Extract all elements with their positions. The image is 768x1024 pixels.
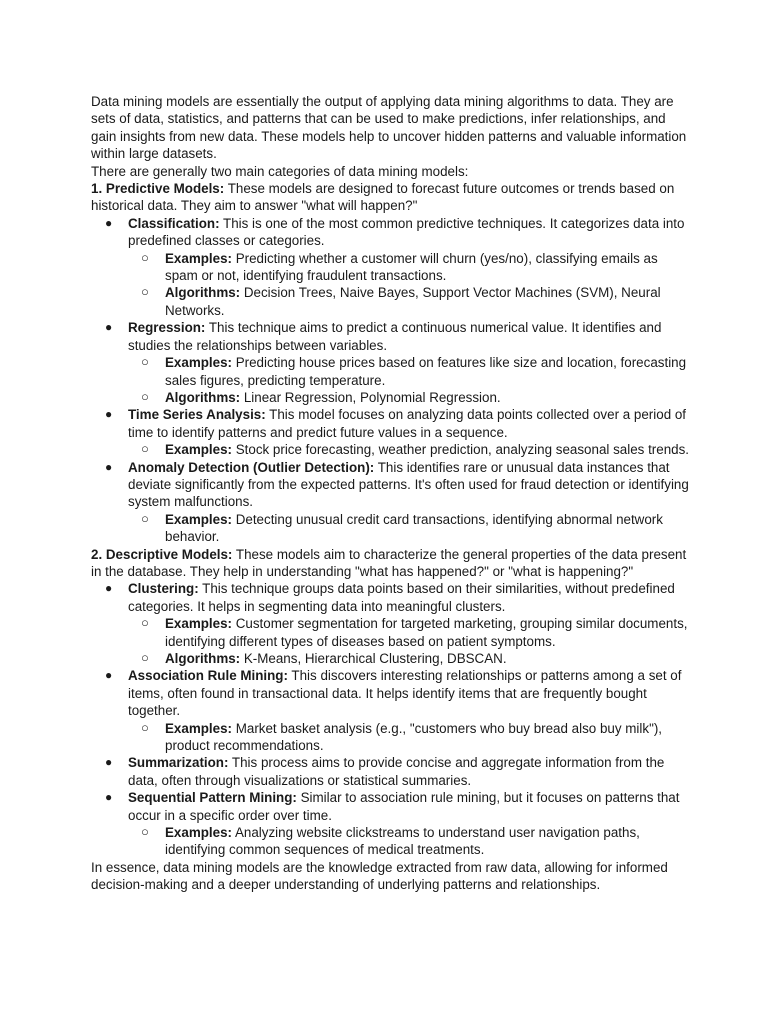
algorithms-label: Algorithms: [165,389,241,405]
bullet-icon: ● [105,790,113,805]
examples-label: Examples: [165,720,232,736]
predictive-models-heading [91,180,691,215]
description: This identifies rare or unusual data instances that deviate significantly from the expected patterns. It's often used for fraud detection or identifying system malfunctions. [128,459,689,510]
description: This is one of the most common predictive techniques. It categorizes data into predefined classes or categories. [128,215,685,249]
description: This model focuses on analyzing data points collected over a period of time to identify patterns and predict future values in a sequence. [128,407,687,440]
term: Sequential Pattern Mining: [128,790,297,806]
examples-label: Examples: [165,825,232,841]
examples-text: Predicting house prices based on features like size and location, forecasting sales figures, predicting temperature. [165,355,687,388]
description: This technique aims to predict a continuous numerical value. It identifies and studies the relationships between variables. [128,320,662,353]
bullet-icon: ● [105,215,113,230]
description: This technique groups data points based on their similarities, without predefined categories. It helps in segmenting data into meaningful clusters. [128,581,675,614]
list-item-summarization [91,754,691,789]
circle-bullet-icon: ○ [141,719,149,735]
list-item-sequential-pattern-mining [91,789,691,824]
term: Clustering: [128,581,199,597]
circle-bullet-icon: ○ [141,388,149,404]
examples-label: Examples: [165,442,232,458]
sub-item-examples [91,615,691,650]
section-title: 1. Predictive Models: [91,181,225,197]
circle-bullet-icon: ○ [141,354,149,370]
sub-item-examples [91,250,691,285]
examples-text: Customer segmentation for targeted marketing, grouping similar documents, identifying different types of diseases based on patient symptoms. [165,616,688,649]
list-item-regression [91,319,691,354]
list-item-classification [91,215,691,250]
circle-bullet-icon: ○ [141,510,149,526]
algorithms-text: K-Means, Hierarchical Clustering, DBSCAN. [240,651,507,666]
circle-bullet-icon: ○ [141,284,149,300]
algorithms-text: Decision Trees, Naive Bayes, Support Vector Machines (SVM), Neural Networks. [165,285,661,318]
section-text: These models are designed to forecast future outcomes or trends based on historical data. They aim to answer "what will happen?" [91,181,675,214]
bullet-icon: ● [105,755,113,770]
examples-text: Analyzing website clickstreams to understand user navigation paths, identifying common sequences of medical treatments. [165,825,640,858]
term: Anomaly Detection (Outlier Detection): [128,459,375,475]
circle-bullet-icon: ○ [141,824,149,840]
term: Association Rule Mining: [128,668,288,684]
circle-bullet-icon: ○ [141,615,149,631]
examples-text: Detecting unusual credit card transactions, identifying abnormal network behavior. [165,511,663,545]
term: Summarization: [128,755,229,771]
sub-item-examples [91,441,691,458]
sub-item-examples [91,720,691,755]
list-item-anomaly-detection [91,459,691,511]
circle-bullet-icon: ○ [141,650,149,665]
examples-label: Examples: [165,250,232,266]
circle-bullet-icon: ○ [141,249,149,265]
sub-item-examples [91,824,691,859]
descriptive-models-list [91,580,691,859]
sub-item-algorithms [91,650,691,667]
intro-paragraph: Data mining models are essentially the output of applying data mining algorithms to data. They are sets of data, statistics, and patterns that can be used to make predictions, infer relationships, and gain insights from new data. These models help to uncover hidden patterns and valuable information within large datasets. [91,94,687,162]
list-item-time-series [91,406,691,441]
algorithms-text: Linear Regression, Polynomial Regression. [240,389,501,405]
algorithms-label: Algorithms: [165,651,241,666]
descriptive-models-heading [91,546,691,581]
description: This process aims to provide concise and aggregate information from the data, often through visualizations or statistical summaries. [128,755,665,788]
section-title: 2. Descriptive Models: [91,546,233,562]
examples-text: Stock price forecasting, weather prediction, analyzing seasonal sales trends. [232,442,690,458]
bullet-icon: ● [105,459,113,474]
term: Time Series Analysis: [128,407,266,423]
examples-label: Examples: [165,616,232,632]
sub-item-algorithms [91,389,691,406]
bullet-icon: ● [105,320,113,335]
circle-bullet-icon: ○ [141,441,149,457]
algorithms-label: Algorithms: [165,285,241,301]
sub-item-examples [91,354,691,389]
predictive-models-list [91,215,691,546]
examples-label: Examples: [165,511,232,527]
description: This discovers interesting relationships or patterns among a set of items, often found in transactional data. It helps identify items that are frequently bought together. [128,668,682,719]
list-item-clustering [91,580,691,615]
sub-item-algorithms [91,284,691,319]
term: Regression: [128,320,206,336]
examples-text: Market basket analysis (e.g., "customers who buy bread also buy milk"), product recommendations. [165,720,662,754]
bullet-icon: ● [105,407,113,422]
list-item-association-rule-mining [91,667,691,719]
term: Classification: [128,215,220,231]
conclusion-paragraph: In essence, data mining models are the knowledge extracted from raw data, allowing for informed decision-making and a deeper understanding of underlying patterns and relationships. [91,859,668,893]
examples-text: Predicting whether a customer will churn (yes/no), classifying emails as spam or not, identifying fraudulent transactions. [165,250,658,284]
bullet-icon: ● [105,581,113,596]
section-text: These models aim to characterize the general properties of the data present in the database. They help in understanding "what has happened?" or "what is happening?" [91,546,687,579]
description: Similar to association rule mining, but it focuses on patterns that occur in a specific order over time. [128,790,680,823]
bullet-icon: ● [105,668,113,683]
categories-intro: There are generally two main categories of data mining models: [91,163,469,179]
examples-label: Examples: [165,355,232,371]
sub-item-examples [91,511,691,546]
document-body [91,93,691,894]
